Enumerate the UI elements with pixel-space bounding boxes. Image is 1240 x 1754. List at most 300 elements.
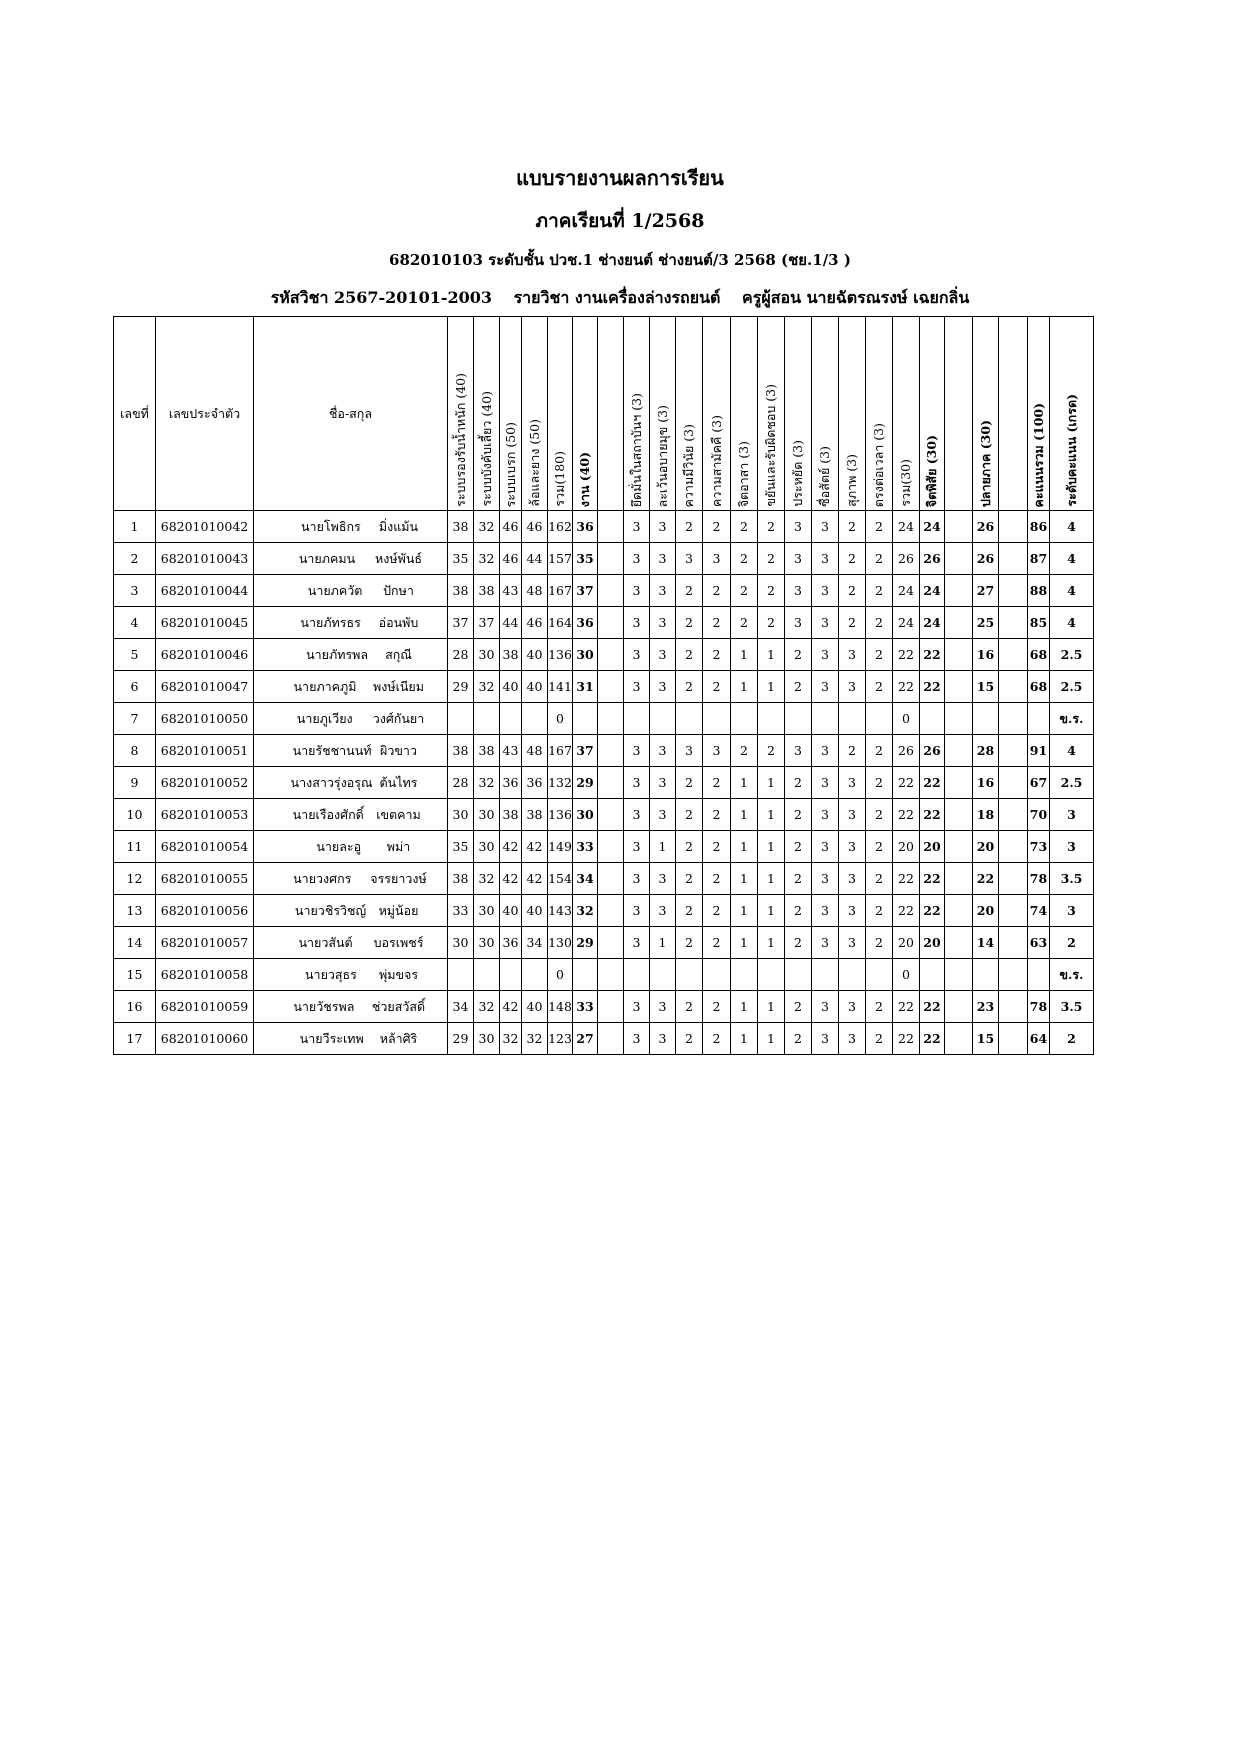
cell-score: 64 [1028,1023,1050,1055]
cell-score: 29 [448,671,474,703]
cell-score [999,703,1028,735]
cell-score [945,575,973,607]
cell-student-id: 68201010044 [156,575,254,607]
cell-score [598,959,624,991]
cell-score: 3 [676,735,703,767]
cell-score: 46 [500,543,522,575]
cell-score: 2 [866,607,893,639]
cell-score: 3 [624,1023,650,1055]
cell-student-name [254,927,448,959]
cell-score: 3 [624,607,650,639]
cell-score: 24 [893,575,920,607]
cell-score: 20 [893,831,920,863]
cell-score: 1 [731,991,758,1023]
cell-score: 42 [522,831,548,863]
cell-score: 123 [548,1023,573,1055]
cell-score: 22 [893,895,920,927]
cell-score: 0 [548,703,573,735]
cell-score: 43 [500,735,522,767]
cell-score: 1 [731,895,758,927]
cell-score: 1 [731,799,758,831]
cell-score: 1 [758,991,785,1023]
cell-student-name [254,767,448,799]
cell-score: 0 [893,703,920,735]
cell-score [676,703,703,735]
cell-score: 3 [624,991,650,1023]
cell-score: 73 [1028,831,1050,863]
cell-score: 148 [548,991,573,1023]
cell-score [598,543,624,575]
cell-score: 3 [839,639,866,671]
cell-score: 3 [839,1023,866,1055]
cell-score: 35 [448,543,474,575]
last-name: อ่อนพับ [378,614,419,630]
cell-score: 22 [920,863,945,895]
cell-score: 22 [973,863,999,895]
cell-score: 46 [522,511,548,543]
cell-score: 2.5 [1050,639,1094,671]
cell-score: 32 [474,767,500,799]
cell-score [999,767,1028,799]
cell-student-id: 68201010055 [156,863,254,895]
last-name: หล้าศิริ [379,1030,418,1046]
cell-score: 2 [839,735,866,767]
last-name: มิ่งแม้น [378,518,419,534]
cell-score: 1 [758,1023,785,1055]
cell-student-name [254,799,448,831]
col-no: เลขที่ [114,317,156,511]
cell-score: 2 [703,927,731,959]
cell-score: 2 [866,863,893,895]
cell-score: 3 [839,831,866,863]
cell-score: 2 [839,575,866,607]
cell-score: 63 [1028,927,1050,959]
cell-score: 46 [500,511,522,543]
cell-no: 3 [114,575,156,607]
cell-score [973,959,999,991]
cell-score: 2 [703,607,731,639]
cell-score: 29 [448,1023,474,1055]
cell-score: 22 [920,799,945,831]
last-name: วงศ์กันยา [372,710,425,726]
table-row [114,831,1135,863]
cell-score: 3 [624,511,650,543]
cell-score [920,959,945,991]
cell-score: 30 [474,927,500,959]
cell-score: 3 [812,895,839,927]
table-row [114,543,1135,575]
table-row [114,927,1135,959]
cell-score: 3 [650,511,676,543]
cell-student-name [254,991,448,1023]
cell-score [598,639,624,671]
cell-score: 2 [676,831,703,863]
cell-score: 162 [548,511,573,543]
cell-student-id: 68201010058 [156,959,254,991]
cell-score: 16 [973,767,999,799]
cell-score: 2 [731,511,758,543]
cell-score: 38 [448,511,474,543]
cell-score: 2 [866,767,893,799]
first-name: นายภูเวียง [296,710,353,726]
cell-score [839,959,866,991]
col-honesty: ซื่อสัตย์ (3) [812,317,839,511]
cell-score [598,607,624,639]
cell-score [598,671,624,703]
cell-score: 3 [812,831,839,863]
cell-score: 22 [920,895,945,927]
cell-score: 3 [785,735,812,767]
cell-score [598,831,624,863]
cell-score: 2 [731,735,758,767]
cell-no: 11 [114,831,156,863]
cell-score: 2 [785,767,812,799]
cell-score: 3 [839,991,866,1023]
table-row [114,607,1135,639]
cell-score: 33 [448,895,474,927]
cell-score: 2 [676,511,703,543]
first-name: นายภควัต [307,582,363,598]
report-title: แบบรายงานผลการเรียน [516,166,724,190]
cell-student-name [254,1023,448,1055]
cell-score: 132 [548,767,573,799]
cell-student-id: 68201010043 [156,543,254,575]
cell-score [866,703,893,735]
cell-score: 85 [1028,607,1050,639]
cell-score: 30 [474,799,500,831]
cell-score: 149 [548,831,573,863]
cell-score [573,959,598,991]
cell-student-name [254,639,448,671]
cell-score: 3 [624,767,650,799]
cell-score: 2 [866,991,893,1023]
cell-score: 3 [624,543,650,575]
cell-score: 30 [573,639,598,671]
cell-score: 3.5 [1050,991,1094,1023]
cell-score: 35 [573,543,598,575]
cell-score: 26 [893,543,920,575]
cell-score: 3 [812,607,839,639]
cell-score: 38 [474,735,500,767]
cell-score [758,703,785,735]
cell-score: 3 [624,863,650,895]
cell-score [945,799,973,831]
cell-score: 2 [758,543,785,575]
cell-score: 70 [1028,799,1050,831]
cell-score [812,959,839,991]
cell-score: 143 [548,895,573,927]
cell-score [945,767,973,799]
cell-score: 22 [920,671,945,703]
cell-score [785,703,812,735]
cell-student-name [254,511,448,543]
cell-score: 40 [500,895,522,927]
cell-score: 37 [573,575,598,607]
cell-no: 8 [114,735,156,767]
cell-no: 15 [114,959,156,991]
cell-no: 7 [114,703,156,735]
cell-score: 38 [448,863,474,895]
col-abstain: ละเว้นอบายมุข (3) [650,317,676,511]
cell-score: 1 [650,831,676,863]
table-row [114,991,1135,1023]
cell-score: 34 [448,991,474,1023]
cell-score [812,703,839,735]
cell-score: 3 [650,639,676,671]
cell-student-id: 68201010054 [156,831,254,863]
last-name: ต้นไทร [379,774,418,790]
cell-score: 31 [573,671,598,703]
cell-score: 22 [893,863,920,895]
cell-score: 3.5 [1050,863,1094,895]
cell-score: 40 [522,895,548,927]
cell-score [676,959,703,991]
col-subtotal-180: รวม(180) [548,317,573,511]
cell-score: 130 [548,927,573,959]
cell-score: 3 [624,799,650,831]
cell-score: 22 [920,991,945,1023]
cell-score: 1 [731,927,758,959]
cell-score: 1 [650,927,676,959]
last-name: เขตคาม [376,806,421,822]
cell-score: 4 [1050,607,1094,639]
cell-student-name [254,671,448,703]
cell-score: 4 [1050,543,1094,575]
col-blank-1 [598,317,624,511]
cell-score: 3 [650,575,676,607]
first-name: นายวสันต์ [298,934,353,950]
cell-score: 32 [474,863,500,895]
cell-score: 2 [676,639,703,671]
cell-score: 3 [703,735,731,767]
cell-score: 2 [703,1023,731,1055]
cell-score: 2 [703,511,731,543]
first-name: นายรัชชานนท์ [292,742,372,758]
cell-no: 12 [114,863,156,895]
cell-score [703,703,731,735]
cell-score: 3 [812,799,839,831]
cell-score [945,895,973,927]
col-unity: ความสามัคคี (3) [703,317,731,511]
last-name: หงษ์พันธ์ [375,550,422,566]
cell-no: 6 [114,671,156,703]
cell-score: 46 [522,607,548,639]
cell-score [598,735,624,767]
cell-score: 1 [731,1023,758,1055]
cell-score [598,863,624,895]
cell-score: 22 [893,799,920,831]
cell-score: 3 [812,735,839,767]
col-grade: ระดับคะแนน (เกรด) [1050,317,1094,511]
cell-score: 1 [758,799,785,831]
col-id: เลขประจำตัว [156,317,254,511]
cell-score: 2 [703,831,731,863]
cell-score: 2 [703,863,731,895]
cell-score: 1 [731,639,758,671]
cell-score [573,703,598,735]
cell-score: 42 [500,863,522,895]
col-punctuality: ตรงต่อเวลา (3) [866,317,893,511]
col-volunteer: จิตอาสา (3) [731,317,758,511]
cell-score: 2.5 [1050,767,1094,799]
cell-score: 36 [573,511,598,543]
cell-score: 0 [548,959,573,991]
cell-score: 40 [522,671,548,703]
cell-score [522,959,548,991]
cell-score: 2 [703,575,731,607]
cell-score: 3 [785,543,812,575]
cell-score: 167 [548,735,573,767]
cell-score [785,959,812,991]
cell-score [999,1023,1028,1055]
cell-score: 36 [522,767,548,799]
cell-score: 3 [650,543,676,575]
cell-score [598,575,624,607]
grades-table [113,316,1135,1055]
cell-score [598,511,624,543]
cell-score: 48 [522,735,548,767]
cell-score: 2.5 [1050,671,1094,703]
course-info [0,286,1240,311]
cell-score: 2 [1050,927,1094,959]
cell-score [999,575,1028,607]
col-diligence: ขยันและรับผิดชอบ (3) [758,317,785,511]
cell-score [598,895,624,927]
cell-student-id: 68201010047 [156,671,254,703]
cell-score: 3 [812,863,839,895]
cell-score: 2 [866,575,893,607]
cell-student-name [254,735,448,767]
cell-score: 74 [1028,895,1050,927]
cell-score: 40 [500,671,522,703]
teacher-name: ครูผู้สอน นายฉัตรณรงษ์ เฉยกลิ่น [742,288,970,307]
cell-score: 3 [624,575,650,607]
cell-student-id: 68201010050 [156,703,254,735]
cell-score: 2 [676,1023,703,1055]
cell-no: 2 [114,543,156,575]
cell-score: 78 [1028,991,1050,1023]
cell-score: 2 [785,799,812,831]
cell-score: 20 [973,895,999,927]
cell-score [598,799,624,831]
cell-no: 5 [114,639,156,671]
cell-score: 42 [500,831,522,863]
cell-score: 4 [1050,735,1094,767]
cell-score: 136 [548,799,573,831]
col-name: ชื่อ-สกุล [254,317,448,511]
first-name: นายภัทรพล [306,646,369,662]
cell-score: 2 [758,735,785,767]
cell-score: 24 [920,575,945,607]
cell-score: 32 [474,991,500,1023]
cell-score: 3 [624,735,650,767]
cell-score: 2 [758,575,785,607]
cell-score: 3 [839,799,866,831]
cell-score: 2 [703,799,731,831]
cell-score: 2 [866,1023,893,1055]
cell-score [945,543,973,575]
cell-score [999,927,1028,959]
cell-score: 1 [731,767,758,799]
cell-student-id: 68201010046 [156,639,254,671]
col-wheels: ล้อและยาง (50) [522,317,548,511]
cell-score: 86 [1028,511,1050,543]
cell-score: 1 [731,863,758,895]
cell-score: 0 [893,959,920,991]
cell-score [866,959,893,991]
cell-score: 3 [650,767,676,799]
cell-score: 44 [500,607,522,639]
cell-no: 10 [114,799,156,831]
cell-score: 154 [548,863,573,895]
cell-score: 78 [1028,863,1050,895]
cell-score: 3 [624,895,650,927]
first-name: นายวชิรวิชญ์ [294,902,367,918]
cell-score: 3 [650,863,676,895]
cell-score: 141 [548,671,573,703]
cell-score: 27 [973,575,999,607]
cell-score [945,831,973,863]
col-work-40: งาน (40) [573,317,598,511]
cell-score: 3 [1050,799,1094,831]
cell-score: 35 [448,831,474,863]
cell-score: 36 [500,767,522,799]
cell-student-name [254,607,448,639]
cell-score: 22 [893,1023,920,1055]
cell-score: 3 [650,895,676,927]
first-name: นายภัทรธร [300,614,361,630]
cell-score: 2 [866,895,893,927]
cell-student-name [254,575,448,607]
cell-score: 3 [839,767,866,799]
cell-score [839,703,866,735]
cell-score: 22 [893,991,920,1023]
cell-score: 2 [785,895,812,927]
cell-score: 36 [500,927,522,959]
first-name: นายละอู [316,838,362,854]
cell-score: 15 [973,671,999,703]
first-name: นายภคมน [298,550,356,566]
cell-score: 22 [893,639,920,671]
cell-score: 36 [573,607,598,639]
table-row [114,735,1135,767]
cell-score [1028,703,1050,735]
cell-score: 32 [573,895,598,927]
cell-score: 28 [973,735,999,767]
cell-score: 26 [920,543,945,575]
cell-score: 2 [703,895,731,927]
cell-score: 25 [973,607,999,639]
table-row [114,799,1135,831]
cell-score [999,831,1028,863]
cell-score: 38 [500,639,522,671]
cell-score [598,703,624,735]
cell-score [650,959,676,991]
cell-score: 2 [866,671,893,703]
last-name: พงษ์เนียม [373,678,424,694]
cell-score: 4 [1050,575,1094,607]
cell-score [624,959,650,991]
col-final-exam: ปลายภาค (30) [973,317,999,511]
cell-score: 30 [448,927,474,959]
cell-score: ข.ร. [1050,959,1094,991]
cell-score [731,959,758,991]
cell-score [945,1023,973,1055]
cell-score: 3 [650,607,676,639]
cell-score: 2 [731,575,758,607]
cell-score: 40 [522,639,548,671]
cell-score: 20 [920,831,945,863]
